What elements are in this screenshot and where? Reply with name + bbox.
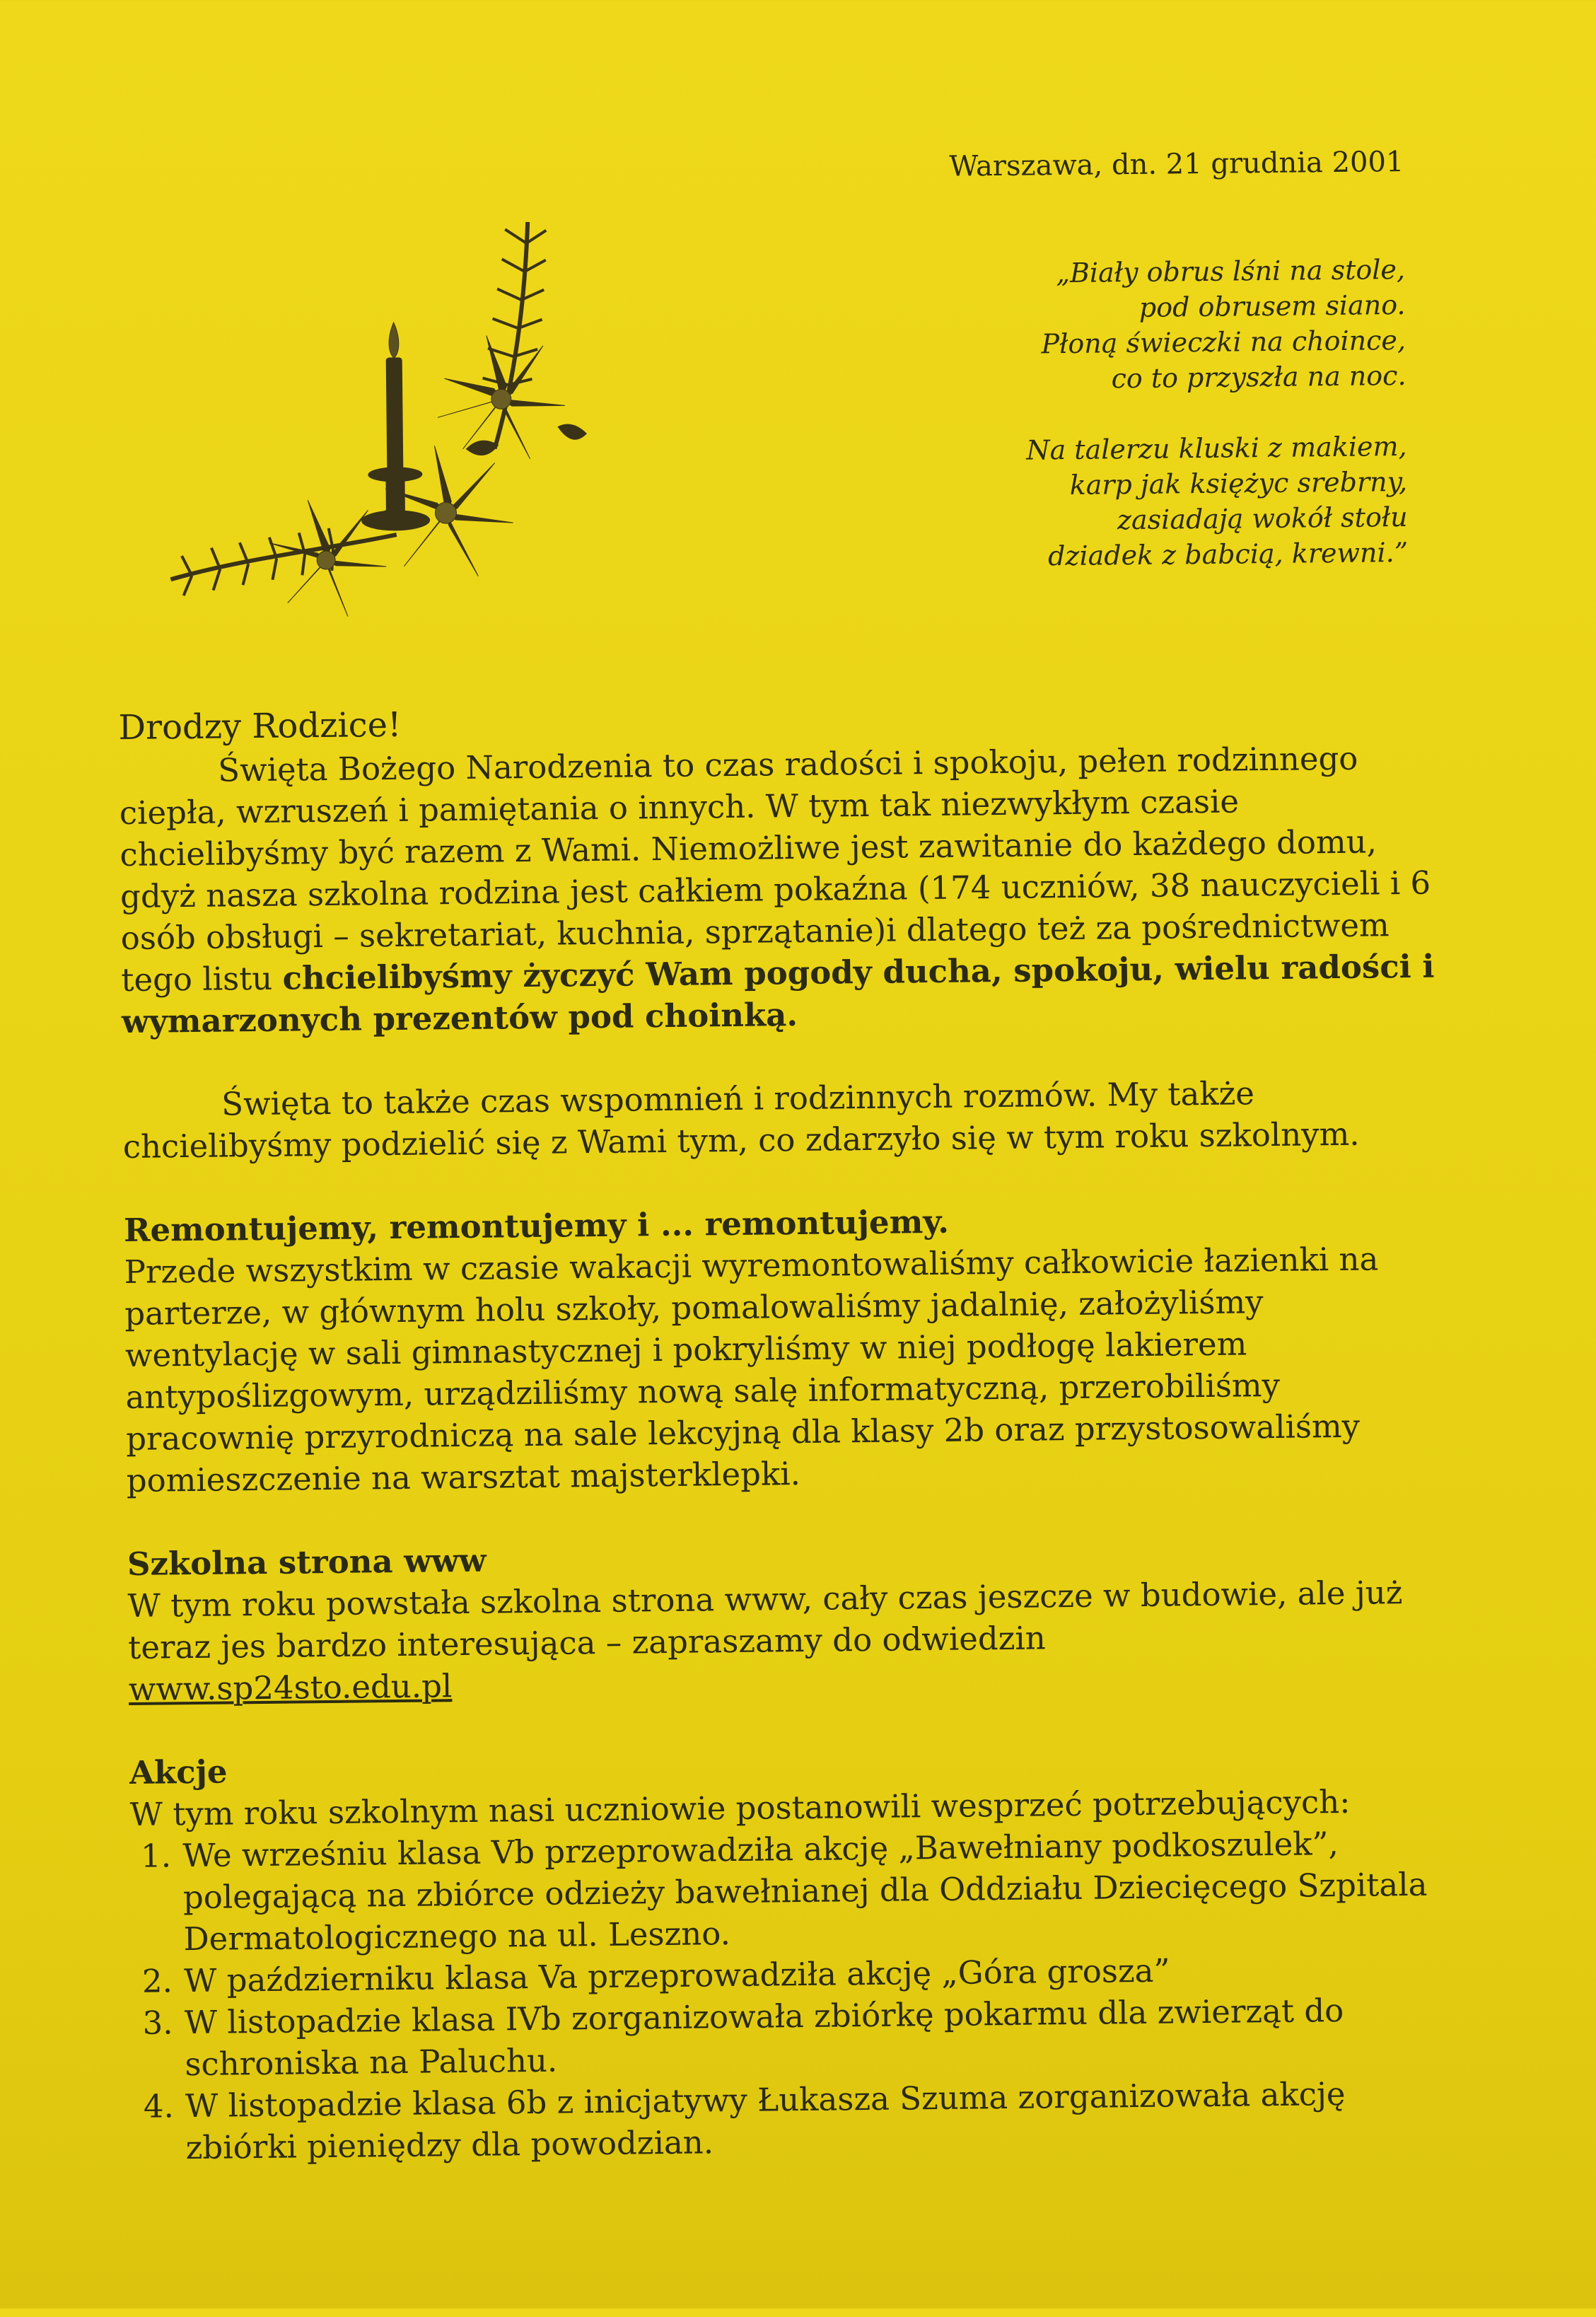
renovation-text: Przede wszystkim w czasie wakacji wyremontowaliśmy całkowicie łazienki na parterze, w głównym holu szkoły, pomalowaliśmy jadalnię, założyliśmy wentylację w sali gimnastycznej i pokryliśmy w niej podłogę lakierem antypoślizgowym, urządziliśmy nową salę informatyczną, przerobiliśmy pracownię przyrodniczą na sale lekcyjną dla klasy 2b oraz przystosowaliśmy pomieszczenie na warsztat majsterklepki. bbox=[124, 1240, 1379, 1499]
actions-heading: Akcje bbox=[129, 1753, 228, 1792]
actions-list bbox=[130, 1821, 1449, 2168]
actions-intro: W tym roku szkolnym nasi uczniowie postanowili wesprzeć potrzebujących: bbox=[129, 1782, 1351, 1833]
intro-paragraph bbox=[119, 737, 1437, 1043]
poem-stanza bbox=[911, 429, 1408, 575]
renovation-section bbox=[124, 1196, 1442, 1502]
poem-line: „Biały obrus lśni na stole, bbox=[1056, 253, 1406, 289]
poem-line: karp jak księżyc srebrny, bbox=[1069, 465, 1408, 501]
memories-paragraph: Święta to także czas wspomnień i rodzinnych rozmów. My także chcielibyśmy podzielić się z Wami tym, co zdarzyło się w tym roku szkolnym. bbox=[122, 1074, 1360, 1166]
poem-line: zasiadają wokół stołu bbox=[1117, 501, 1408, 536]
christmas-poem bbox=[910, 252, 1409, 610]
website-section bbox=[127, 1529, 1444, 1709]
poem-line: pod obrusem siano. bbox=[1138, 289, 1406, 323]
actions-section bbox=[129, 1738, 1449, 2168]
website-heading: Szkolna strona www bbox=[127, 1541, 487, 1583]
list-item: 1. We wrześniu klasa Vb przeprowadziła akcję „Bawełniany podkoszulek”, polegającą na zbiórce odzieży bawełnianej dla Oddziału Dziecięcego Szpitala Dermatologicznego na ul. Leszno. bbox=[181, 1821, 1447, 1960]
letter-date: Warszawa, dn. 21 grudnia 2001 bbox=[949, 145, 1404, 183]
salutation: Drodzy Rodzice! bbox=[118, 704, 402, 748]
list-item: 3. W listopadzie klasa IVb zorganizowała zbiórkę pokarmu dla zwierząt do schroniska na Paluchu. bbox=[182, 1988, 1448, 2085]
intro-text: Święta Bożego Narodzenia to czas radości i spokoju, pełen rodzinnego ciepła, wzruszeń i pamiętania o innych. W tym tak niezwykłym czasie chcielibyśmy być razem z Wami. Niemożliwe jest zawitanie do każdego domu, gdyż nasza szkolna rodzina jest całkiem pokaźna (174 uczniów, 38 nauczycieli i 6 osób obsługi – sekretariat, kuchnia, sprzątanie)i dlatego też za pośrednictwem tego listu bbox=[119, 739, 1431, 999]
poem-line: dziadek z babcią, krewni.” bbox=[1047, 536, 1409, 572]
christmas-candle-poinsettia-illustration bbox=[160, 214, 617, 644]
list-item: 2. W październiku klasa Va przeprowadziła akcję „Góra grosza” bbox=[182, 1946, 1448, 2002]
letter-body bbox=[118, 694, 1449, 2169]
poem-line: Płoną świeczki na choince, bbox=[1041, 324, 1406, 360]
poem-line: co to przyszła na noc. bbox=[1111, 359, 1406, 395]
website-link[interactable]: www.sp24sto.edu.pl bbox=[128, 1667, 453, 1708]
poem-stanza bbox=[910, 252, 1406, 398]
intro-wishes: chcielibyśmy życzyć Wam pogody ducha, spokoju, wielu radości i wymarzonych prezentów pod choinką. bbox=[121, 947, 1435, 1041]
website-text: W tym roku powstała szkolna strona www, cały czas jeszcze w budowie, ale już teraz jes bardzo interesująca – zapraszamy do odwiedzin bbox=[127, 1574, 1403, 1666]
poem-line: Na talerzu kluski z makiem, bbox=[1026, 430, 1407, 466]
list-item: 4. W listopadzie klasa 6b z inicjatywy Łukasza Szuma zorganizowała akcję zbiórki pieniędzy dla powodzian. bbox=[184, 2072, 1449, 2168]
renovation-heading: Remontujemy, remontujemy i ... remontujemy. bbox=[123, 1202, 950, 1249]
